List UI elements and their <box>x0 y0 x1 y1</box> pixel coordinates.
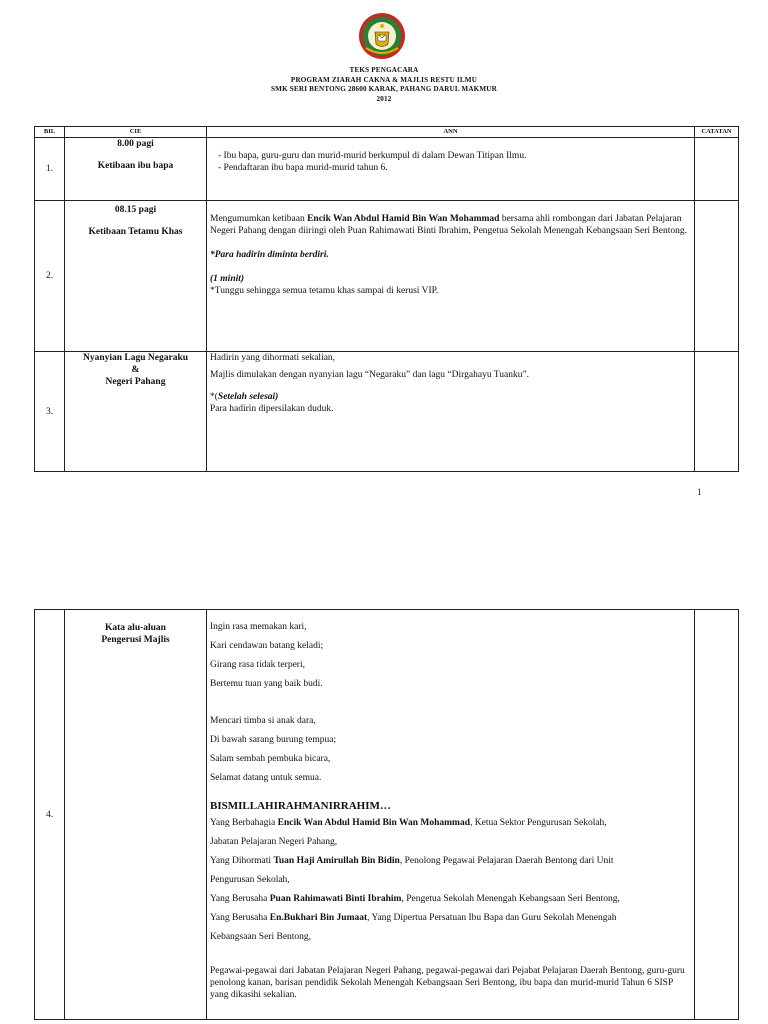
pantun-line: Di bawah sarang burung tempua; <box>210 735 337 745</box>
event-name: Negeri Pahang <box>105 377 166 387</box>
event-name: Ketibaan Tetamu Khas <box>88 227 183 237</box>
school-address: SMK SERI BENTONG 28600 KARAK, PAHANG DARUL MAKMUR <box>271 84 497 93</box>
announcement-text: Hadirin yang dihormati sekalian, <box>210 353 336 363</box>
instruction: *(Setelah selesai) <box>210 392 279 402</box>
list-item: - Ibu bapa, guru-guru dan murid-murid berkumpul di dalam Dewan Titipan Ilmu. <box>218 150 691 162</box>
event-cell <box>65 138 207 201</box>
table-row <box>35 201 739 352</box>
bismillah: BISMILLAHIRAHMANIRRAHIM… <box>210 800 391 812</box>
pantun-line: Mencari timba si anak dara, <box>210 716 316 726</box>
event-cell <box>65 201 207 352</box>
event-name: Pengerusi Majlis <box>101 635 170 645</box>
list-item: - Pendaftaran ibu bapa murid-murid tahun 6. <box>218 162 691 174</box>
greeting-line: Yang Berusaha En.Bukhari Bin Jumaat, Yang Dipertua Persatuan Ibu Bapa dan Guru Sekolah Menengah <box>210 913 617 923</box>
notes-cell <box>695 138 739 201</box>
page-number: 1 <box>697 487 702 497</box>
event-name: Nyanyian Lagu Negaraku <box>82 353 189 363</box>
pantun-line: Kari cendawan batang keladi; <box>210 641 324 651</box>
table-row <box>35 352 739 472</box>
greeting-line: Yang Berusaha Puan Rahimawati Binti Ibrahim, Pengetua Sekolah Menengah Kebangsaan Seri Bentong, <box>210 894 620 904</box>
greeting-line: Kebangsaan Seri Bentong, <box>210 932 312 942</box>
instruction: *Tunggu sehingga semua tetamu khas sampai di kerusi VIP. <box>210 286 439 296</box>
announcement-text: Mengumumkan ketibaan Encik Wan Abdul Hamid Bin Wan Mohammad bersama ahli rombongan dari Jabatan Pelajaran Negeri Pahang dengan diiringi oleh Puan Rahimawati Binti Ibrahim, Pengetua Sekolah Menengah Kebangsaan Seri Bentong. <box>210 214 687 236</box>
school-crest-logo <box>358 12 406 60</box>
duration: (1 minit) <box>210 274 245 284</box>
instruction: *Para hadirin diminta berdiri. <box>210 250 329 260</box>
greeting-line: Yang Dihormati Tuan Haji Amirullah Bin Bidin, Penolong Pegawai Pelajaran Daerah Bentong dari Unit <box>210 856 614 866</box>
header-catatan: CATATAN <box>695 127 739 138</box>
document-header <box>19 65 749 103</box>
event-time: 8.00 pagi <box>117 139 154 149</box>
announcement-text: Majlis dimulakan dengan nyanyian lagu “Negaraku” dan lagu “Dirgahayu Tuanku”. <box>210 370 530 380</box>
program-table-page2 <box>34 609 739 1020</box>
announcement-cell <box>207 138 695 201</box>
table-row <box>35 138 739 201</box>
announcement-cell <box>207 610 695 1020</box>
pantun-stanza-1 <box>210 618 691 694</box>
guest-name: Encik Wan Abdul Hamid Bin Wan Mohammad <box>307 214 500 224</box>
row-number: 1. <box>35 138 65 201</box>
announcement-cell <box>207 352 695 472</box>
pantun-line: Girang rasa tidak terperi, <box>210 660 305 670</box>
doc-title: TEKS PENGACARA <box>349 65 419 74</box>
announcement-text: Para hadirin dipersilakan duduk. <box>210 404 334 414</box>
program-title: PROGRAM ZIARAH CAKNA & MAJLIS RESTU ILMU <box>290 74 478 84</box>
pantun-line: Salam sembah pembuka bicara, <box>210 754 331 764</box>
year: 2012 <box>376 93 392 103</box>
guest-greetings <box>210 814 691 947</box>
notes-cell <box>695 352 739 472</box>
closing-greeting: Pegawai-pegawai dari Jabatan Pelajaran Negeri Pahang, pegawai-pegawai dari Pejabat Pelajaran Daerah Bentong, guru-guru penolong kanan, barisan pendidik Sekolah Menengah Kebangsaan Seri Bentong, ibu bapa dan murid-murid Tahun 6 SISP yang dikasihi sekalian. <box>210 966 685 1000</box>
event-name: Ketibaan ibu bapa <box>97 161 174 171</box>
greeting-line: Jabatan Pelajaran Negeri Pahang, <box>210 837 338 847</box>
pantun-line: Bertemu tuan yang baik budi. <box>210 679 323 689</box>
row-number: 2. <box>35 201 65 352</box>
notes-cell <box>695 201 739 352</box>
event-name: & <box>131 365 140 375</box>
greeting-line: Yang Berbahagia Encik Wan Abdul Hamid Bin Wan Mohammad, Ketua Sektor Pengurusan Sekolah, <box>210 818 607 828</box>
event-cell <box>65 352 207 472</box>
header-ann: ANN <box>207 127 695 138</box>
pantun-line: Ingin rasa memakan kari, <box>210 622 307 632</box>
event-cell <box>65 610 207 1020</box>
event-time: 08.15 pagi <box>114 205 157 215</box>
pantun-stanza-2 <box>210 712 691 788</box>
table-row <box>35 610 739 1020</box>
announcement-cell <box>207 201 695 352</box>
program-table-page1 <box>34 126 739 472</box>
pantun-line: Selamat datang untuk semua. <box>210 773 322 783</box>
table-header-row <box>35 127 739 138</box>
event-name: Kata alu-aluan <box>105 623 166 633</box>
row-number: 3. <box>35 352 65 472</box>
header-bil: BIL <box>35 127 65 138</box>
notes-cell <box>695 610 739 1020</box>
row-number: 4. <box>35 610 65 1020</box>
header-acara: CIE <box>65 127 207 138</box>
greeting-line: Pengurusan Sekolah, <box>210 875 290 885</box>
